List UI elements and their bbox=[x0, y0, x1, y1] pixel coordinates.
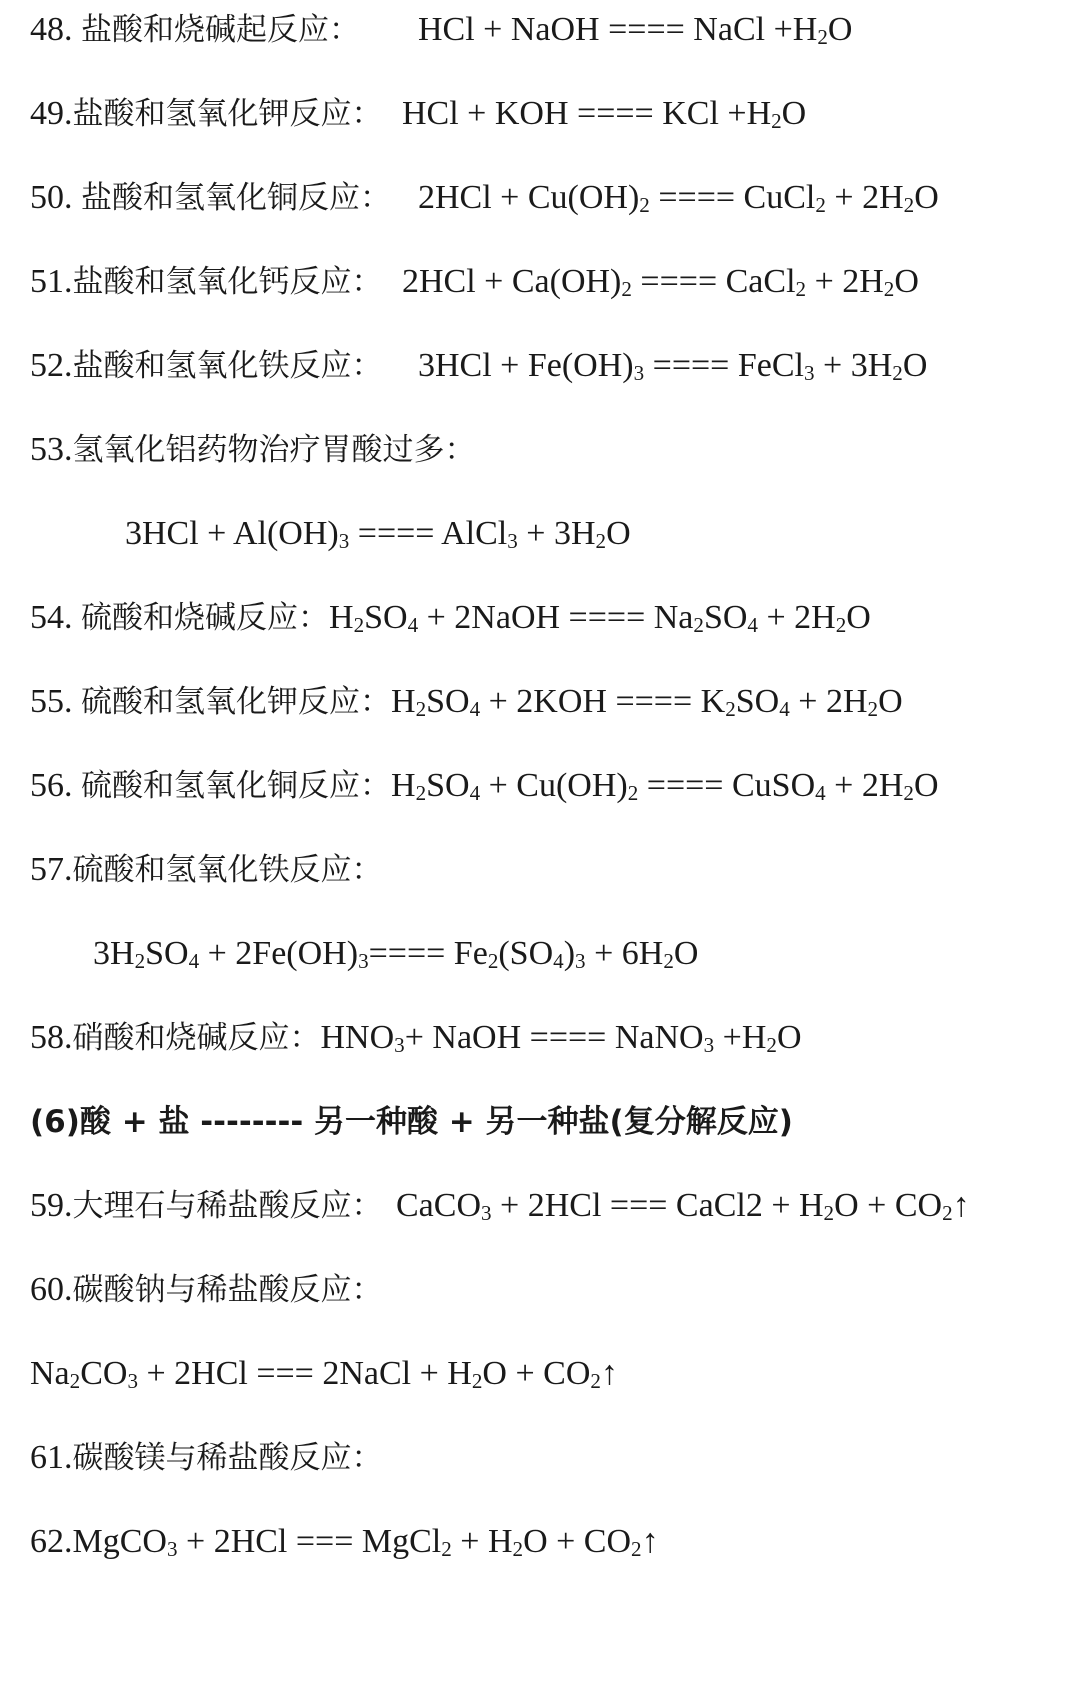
reaction-equation-57 bbox=[93, 934, 1080, 974]
chemical-equation: HCl + KOH ==== KCl $+H_2O$ bbox=[402, 95, 807, 133]
reaction-label: 硫酸和氢氧化铜反应： bbox=[81, 768, 391, 804]
chemical-equation: $H_2SO_4 + Cu(OH)_2$ ==== CuSO$_4$ + $2H_2O$ bbox=[391, 767, 939, 805]
item-number: 59. bbox=[30, 1187, 73, 1224]
item-number: 50. bbox=[30, 179, 81, 216]
item-number: 52. bbox=[30, 347, 73, 384]
item-number: 60. bbox=[30, 1271, 73, 1308]
chemical-equation: $3HCl + Al(OH)_3$ ==== AlCl$_3$ + $3H_2O$ bbox=[125, 515, 631, 553]
item-number: 51. bbox=[30, 263, 73, 300]
chemical-equation: $2HCl + Ca(OH)_2$ ==== CaCl$_2$ + $2H_2O$ bbox=[402, 263, 919, 301]
reaction-equation-60 bbox=[30, 1354, 1080, 1394]
reaction-line-58 bbox=[30, 1018, 1080, 1058]
reaction-line-61 bbox=[30, 1438, 1080, 1478]
reaction-line-53 bbox=[30, 430, 1080, 470]
item-number: 55. bbox=[30, 683, 81, 720]
reaction-line-56 bbox=[30, 766, 1080, 806]
item-number: 57. bbox=[30, 851, 73, 888]
item-number: 53. bbox=[30, 431, 73, 468]
chemical-equation: $3HCl + Fe(OH)_3$ ==== FeCl$_3$ + $3H_2O$ bbox=[418, 347, 928, 385]
reaction-label: 大理石与稀盐酸反应： bbox=[72, 1188, 383, 1224]
reaction-line-48 bbox=[30, 10, 1080, 50]
chemical-equation: $HNO_3+$ NaOH ==== NaNO$_3$ $+H_2O$ bbox=[320, 1019, 802, 1057]
chemical-equation: $3H_2SO_4 + 2Fe(OH)_3==== Fe_2(SO_4)_3 + 6H_2O$ bbox=[93, 935, 699, 973]
reaction-line-49 bbox=[30, 94, 1080, 134]
chemical-equation: CaCO$_3$ + 2HCl === CaCl2 + $H_2O$ + $CO_2↑$ bbox=[396, 1187, 970, 1225]
item-number: 49. bbox=[30, 95, 73, 132]
reaction-line-59 bbox=[30, 1186, 1080, 1226]
reaction-line-51 bbox=[30, 262, 1080, 302]
item-number: 54. bbox=[30, 599, 81, 636]
chemical-equation: $H_2SO_4 + 2KOH$ ==== $K_2SO_4 + 2H_2O$ bbox=[391, 683, 903, 721]
reaction-equation-53 bbox=[125, 514, 1080, 554]
reaction-label: 碳酸钠与稀盐酸反应： bbox=[72, 1272, 383, 1308]
chemical-equation: HCl + NaOH ==== NaCl $+H_2O$ bbox=[418, 11, 853, 49]
reaction-line-52 bbox=[30, 346, 1080, 386]
reaction-line-60 bbox=[30, 1270, 1080, 1310]
item-number: 58. bbox=[30, 1019, 73, 1056]
chemical-equation: $2HCl + Cu(OH)_2$ ==== CuCl$_2$ + $2H_2O$ bbox=[418, 179, 939, 217]
item-number: 61. bbox=[30, 1439, 73, 1476]
section-heading: (6)酸 + 盐 -------- 另一种酸 + 另一种盐(复分解反应) bbox=[30, 1104, 793, 1140]
reaction-line-57 bbox=[30, 850, 1080, 890]
reaction-label: 盐酸和氢氧化铜反应： bbox=[81, 180, 391, 216]
chemical-equation: $Na_2CO_3 + 2HCl$ === 2NaCl + $H_2O$ + $CO_2↑$ bbox=[30, 1355, 618, 1393]
chemical-equation: $H_2SO_4$ + 2NaOH ==== $Na_2SO_4 + 2H_2O$ bbox=[329, 599, 871, 637]
reaction-line-54 bbox=[30, 598, 1080, 638]
reaction-label: 盐酸和氢氧化钙反应： bbox=[72, 264, 383, 300]
reaction-line-55 bbox=[30, 682, 1080, 722]
reaction-label: 盐酸和氢氧化钾反应： bbox=[72, 96, 383, 132]
item-number: 56. bbox=[30, 767, 81, 804]
reaction-label: 氢氧化铝药物治疗胃酸过多： bbox=[72, 432, 476, 468]
reaction-line-50 bbox=[30, 178, 1080, 218]
item-number: 48. bbox=[30, 11, 81, 48]
reaction-line-62 bbox=[30, 1522, 1080, 1562]
reaction-label: 硫酸和烧碱反应： bbox=[81, 600, 329, 636]
chemical-equation: MgCO$_3$ + 2HCl === MgCl$_2$ + $H_2O$ + $CO_2↑$ bbox=[72, 1523, 659, 1561]
reaction-label: 硫酸和氢氧化铁反应： bbox=[72, 852, 383, 888]
item-number: 62. bbox=[30, 1523, 73, 1560]
reaction-label: 碳酸镁与稀盐酸反应： bbox=[72, 1440, 383, 1476]
reaction-label: 硫酸和氢氧化钾反应： bbox=[81, 684, 391, 720]
reaction-label: 盐酸和烧碱起反应： bbox=[81, 12, 360, 48]
reaction-label: 盐酸和氢氧化铁反应： bbox=[72, 348, 383, 384]
reaction-label: 硝酸和烧碱反应： bbox=[72, 1020, 321, 1056]
